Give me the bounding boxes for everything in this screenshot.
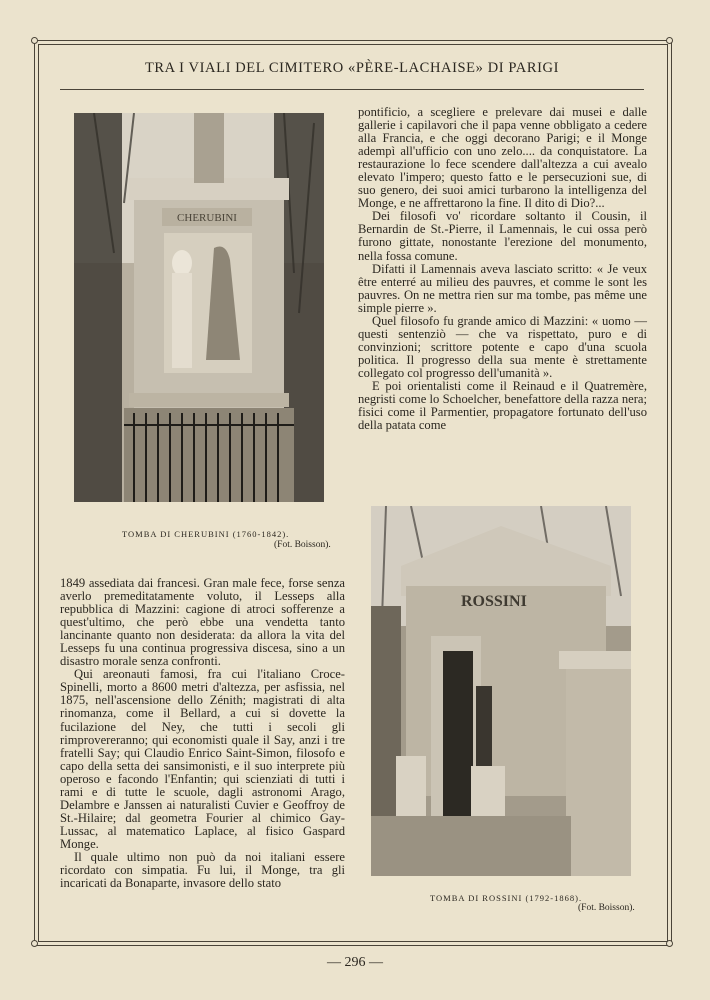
tomb-inscription: ROSSINI <box>461 593 527 610</box>
border-corner-ornament <box>666 940 673 947</box>
running-header: TRA I VIALI DEL CIMITERO «PÈRE-LACHAISE» DI PARIGI <box>144 60 560 76</box>
border-corner-ornament <box>666 37 673 44</box>
figure-caption: TOMBA DI CHERUBINI (1760-1842). <box>122 529 290 539</box>
paragraph: Dei filosofi vo' ricordare soltanto il Cousin, il Bernardin de St.-Pierre, il Lamennais, le cui ossa però furono gittate, nonostante l'erezione del monumento, nella fossa comune. <box>358 209 647 263</box>
paragraph: E poi orientalisti come il Reinaud e il Quatremère, negristi come lo Schoelcher, benefattore della razza nera; fisici come il Parmentier, propagatore fortunato dell'uso della patata come <box>358 378 647 433</box>
header-rule <box>60 89 644 90</box>
rossini-tomb-photo <box>371 506 631 876</box>
paragraph: pontificio, a scegliere e prelevare dai musei e dalle gallerie i capilavori che il papa venne obbligato a cedere alla Francia, e che oggi decorano Parigi; e il Monge adempì all'ufficio con uno zelo.... da conquistatore. La restaurazione lo fece scendere dall'altezza a cui avealo elevato l'impero; questo fatto e le persecuzioni sue, di suo genero, dei suoi amici turbarono la intelligenza del Monge, e ne affrettarono la fine. Il dito di Dio?... <box>358 105 647 211</box>
photo-credit: (Fot. Boisson). <box>274 540 331 550</box>
photo-credit: (Fot. Boisson). <box>578 903 635 913</box>
left-column-text <box>60 577 345 890</box>
tomb-inscription: CHERUBINI <box>177 212 237 224</box>
paragraph: Quel filosofo fu grande amico di Mazzini: « uomo — questi sentenziò — che va rispettato, puro e di convinzioni; scrittore potente e capo d'una scuola politica. Il progresso della sua mente è strettamente collegato col progresso dell'umanità ». <box>358 313 647 380</box>
border-corner-ornament <box>31 37 38 44</box>
border-corner-ornament <box>31 940 38 947</box>
figure-caption: TOMBA DI ROSSINI (1792-1868). <box>430 893 583 903</box>
paragraph: Qui areonauti famosi, fra cui l'italiano Croce-Spinelli, morto a 8600 metri d'altezza, per asfissia, nel 1875, nell'ascensione dello Zénith; magistrati di alta rinomanza, come il Bellard, a cui si dovette la fucilazione del Ney, che tutti i secoli gli rimprovereranno; qui economisti quale il Say, anzi i tre fratelli Say; qui Claudio Enrico Saint-Simon, filosofo e capo della setta dei sansimonisti, e il suo interprete più operoso e facondo l'Enfantin; qui scienziati di tutti i rami e di tutte le scuole, dagli astronomi Arago, Delambre e Janssen ai naturalisti Cuvier e Geoffroy de St.-Hilaire; dal geometra Fourier al chimico Gay-Lussac, al matematico Laplace, al fisico Gaspard Monge. <box>60 667 345 851</box>
cherubini-tomb-photo <box>74 113 324 502</box>
paragraph: Il quale ultimo non può da noi italiani essere ricordato con simpatia. Fu lui, il Monge, tra gli incaricati da Bonaparte, invasore dello stato <box>60 849 345 891</box>
paragraph: 1849 assediata dai francesi. Gran male fece, forse senza averlo premeditatamente voluto, il Lesseps alla repubblica di Mazzini: cagione di atroci sofferenze a quest'ultimo, che però ebbe una vendetta tanto lancinante quanto non desiderata: da allora la vita del Lesseps fu una continua progressiva discesa, sino a un disastro morale senza confronti. <box>60 576 345 669</box>
page-number: — 296 — <box>327 955 383 970</box>
right-column-text <box>358 106 647 432</box>
paragraph: Difatti il Lamennais aveva lasciato scritto: « Je veux être enterré au milieu des pauvres, et comme le sont les pauvres. On ne mettra rien sur ma tombe, pas même une simple pierre ». <box>358 261 647 315</box>
